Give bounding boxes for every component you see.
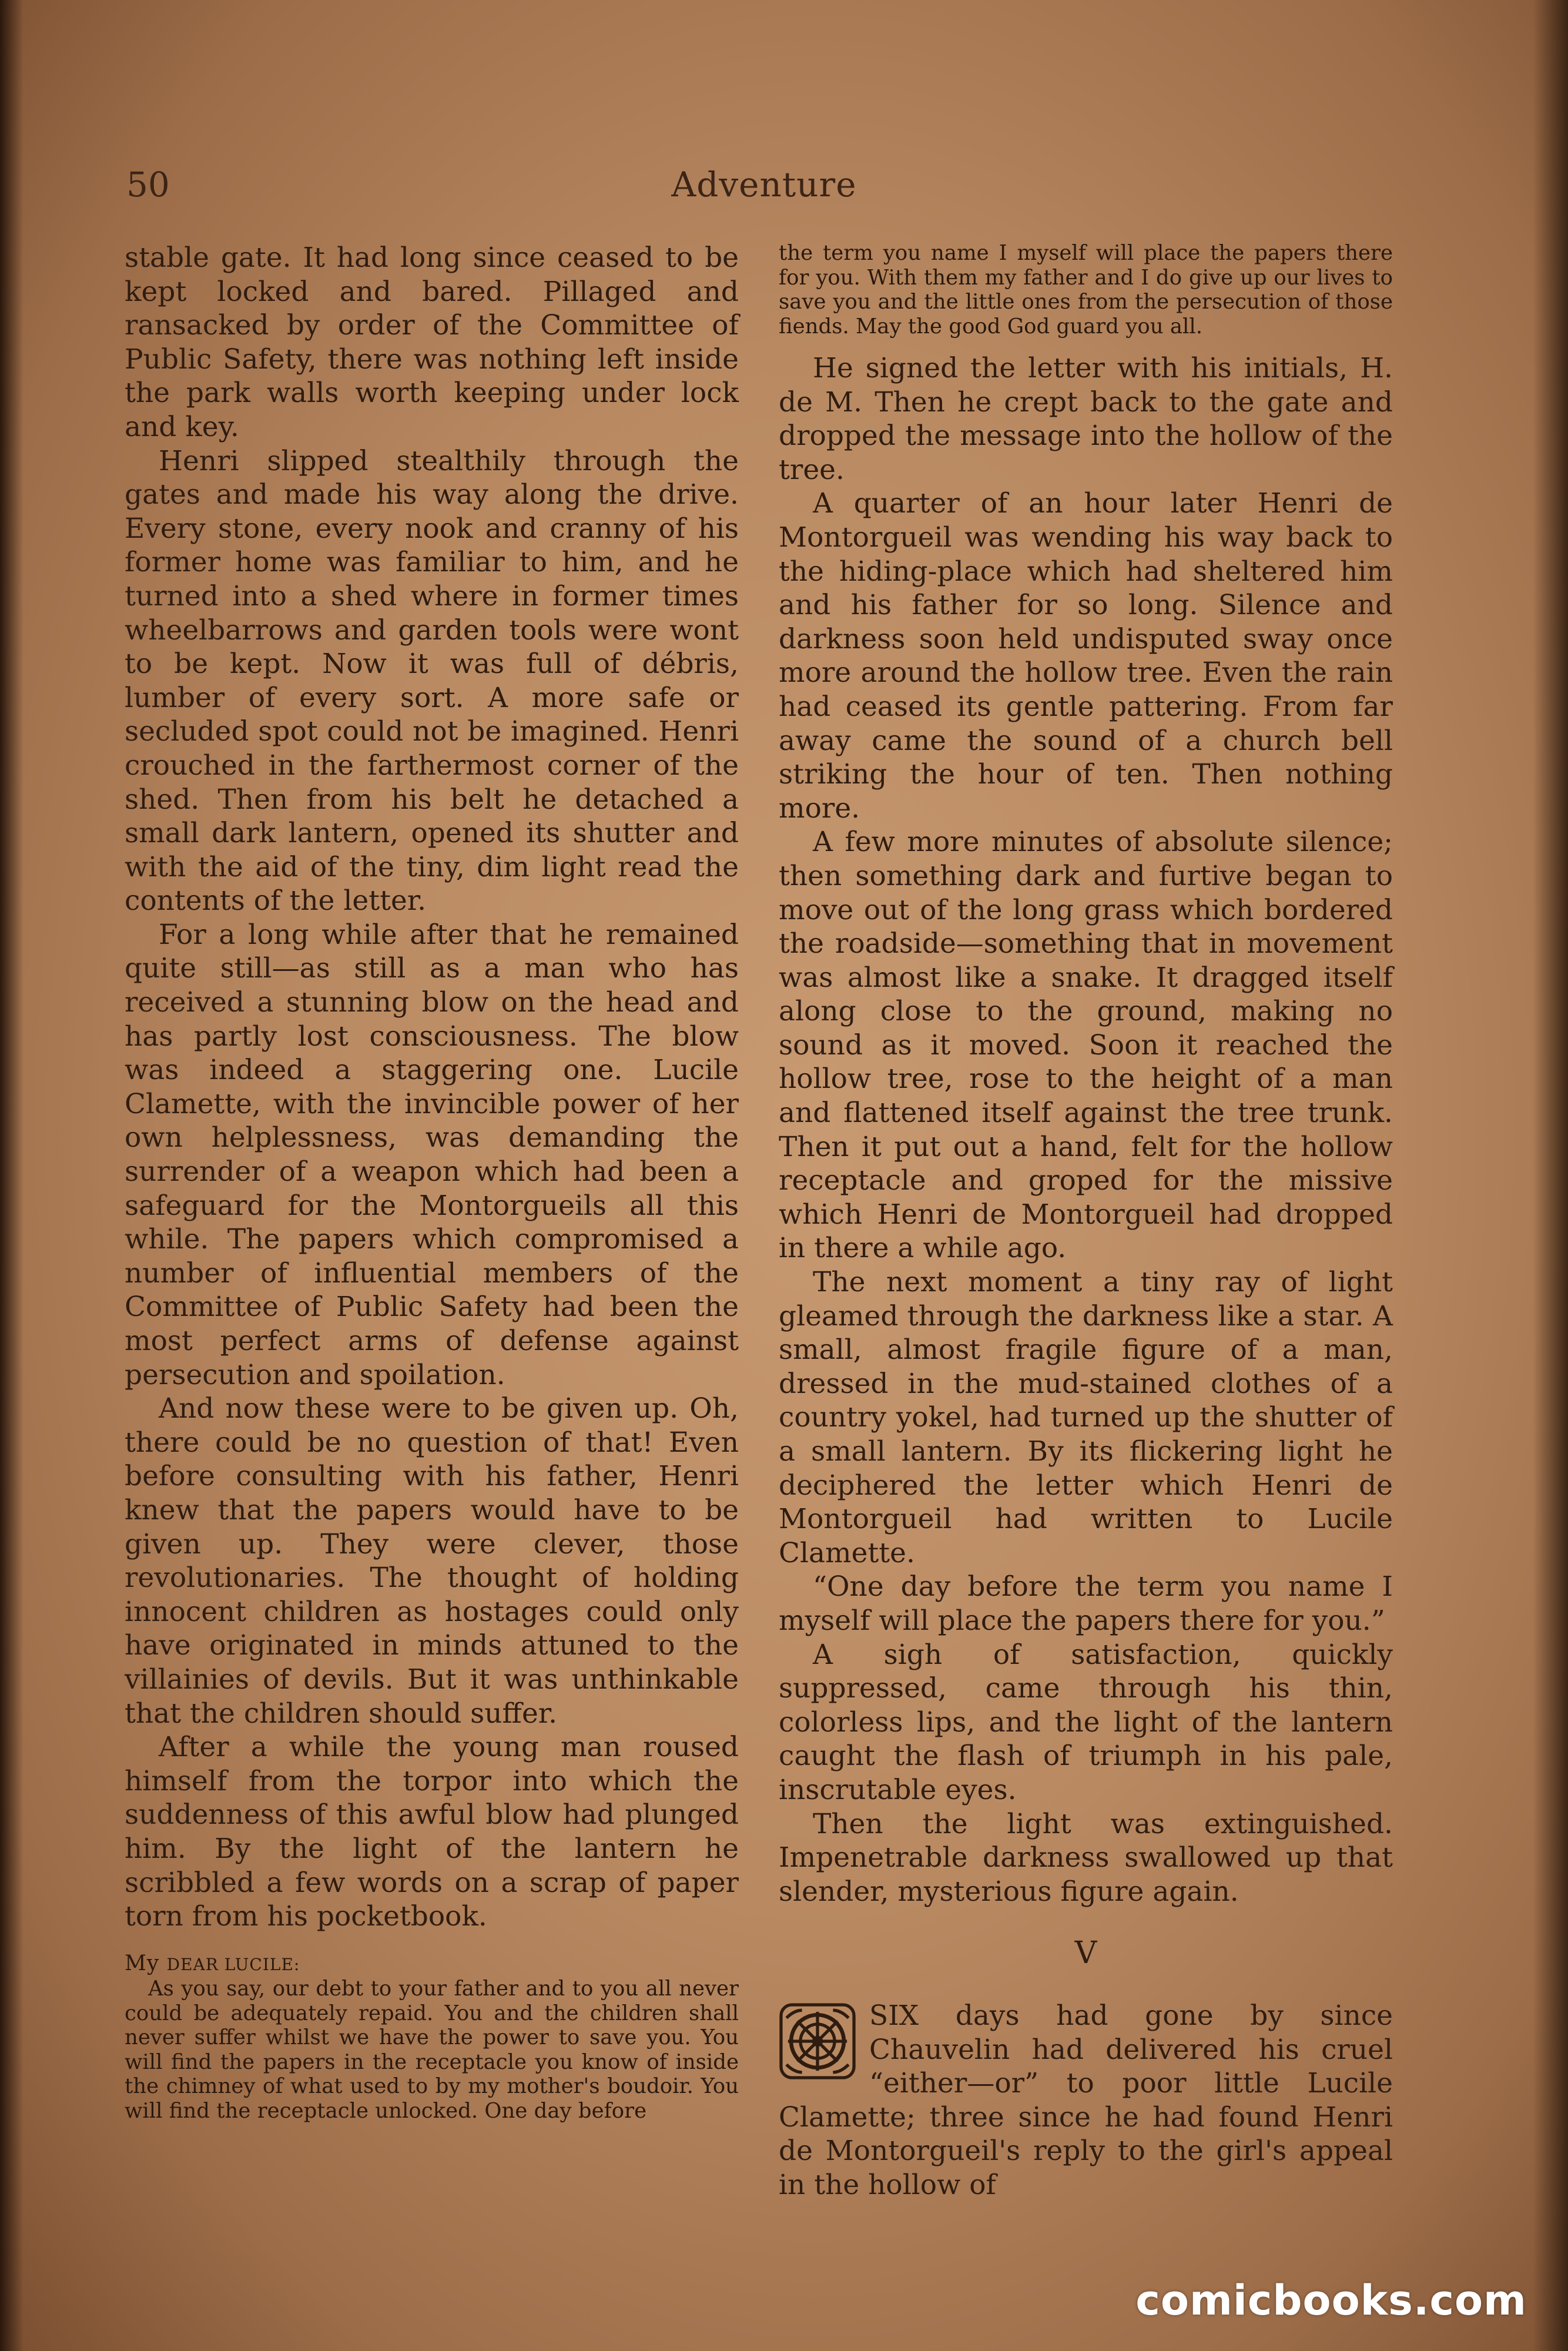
section-number: V: [1074, 1935, 1097, 1971]
left-column: [125, 241, 739, 2123]
paragraph: Henri slipped stealthily through the gates and made his way along the drive. Every stone, every nook and cranny of his former home was familiar to him, and he turned into a shed where in former times wheelbarrows and garden tools were wont to be kept. Now it was full of débris, lumber of every sort. A more safe or secluded spot could not be imagined. Henri crouched in the farthermost corner of the shed. Then from his belt he detached a small dark lantern, opened its shutter and with the aid of the tiny, dim light read the contents of the letter.: [125, 444, 739, 917]
page-header: [126, 165, 1402, 217]
page-number: 50: [126, 165, 170, 205]
section-opening-text: SIX days had gone by since Chauvelin had delivered his cruel “either—or” to poor little Lucile Clamette; three since he had found Henri de Montorgueil's reply to the girl's appeal in the hollow of: [779, 1999, 1393, 2201]
paragraph: A few more minutes of absolute silence; then something dark and furtive began to move out of the long grass which bordered the roadside—something that in movement was almost like a snake. It dragged itself along close to the ground, making no sound as it moved. Soon it reached the hollow tree, rose to the height of a man and flattened itself against the tree trunk. Then it put out a hand, felt for the hollow receptacle and groped for the missive which Henri de Montorgueil had dropped in there a while ago.: [779, 826, 1393, 1265]
paragraph: For a long while after that he remained quite still—as still as a man who has received a stunning blow on the head and has partly lost consciousness. The blow was indeed a staggering one. Lucile Clamette, with the invincible power of her own helplessness, was demanding the surrender of a weapon which had been a safeguard for the Montorgueils all this while. The papers which compromised a number of influential members of the Committee of Public Safety had been the most perfect arms of defense against persecution and spoilation.: [125, 918, 739, 1391]
salutation-rest: DEAR LUCILE:: [166, 1954, 300, 1974]
paragraph: The next moment a tiny ray of light gleamed through the darkness like a star. A small, almost fragile figure of a man, dressed in the mud-stained clothes of a country yokel, had turned up the shutter of a small lantern. By its flickering light he deciphered the letter which Henri de Montorgueil had written to Lucile Clamette.: [779, 1266, 1393, 1569]
right-column: [779, 241, 1393, 2202]
letter-excerpt: [125, 1951, 739, 2124]
salutation-first-word: My: [125, 1951, 160, 1975]
page-edge-shadow-right: [1533, 0, 1568, 2351]
watermark: comicbooks.com: [1135, 2276, 1527, 2325]
page-edge-shadow-left: [0, 0, 24, 2351]
section-opening-paragraph: [779, 1999, 1393, 2202]
paragraph: Then the light was extinguished. Impenetrable darkness swallowed up that slender, mysterious figure again.: [779, 1807, 1393, 1908]
letter-body: As you say, our debt to your father and to you all never could be adequately repaid. You and the children shall never suffer whilst we have the power to save you. You will find the papers in the receptacle you know of inside the chimney of what used to by my mother's boudoir. You will find the receptacle unlocked. One day before: [125, 1977, 739, 2123]
paragraph: After a while the young man roused himself from the torpor into which the suddenness of this awful blow had plunged him. By the light of the lantern he scribbled a few words on a scrap of paper torn from his pocketbook.: [125, 1731, 739, 1933]
paragraph: A sigh of satisfaction, quickly suppressed, came through his thin, colorless lips, and the light of the lantern caught the flash of triumph in his pale, inscrutable eyes.: [779, 1638, 1393, 1806]
paragraph: And now these were to be given up. Oh, there could be no question of that! Even before consulting with his father, Henri knew that the papers would have to be given up. They were clever, those revolutionaries. The thought of holding innocent children as hostages could only have originated in minds attuned to the villainies of devils. But it was unthinkable that the children should suffer.: [125, 1392, 739, 1730]
letter-body-continued: the term you name I myself will place the papers there for you. With them my father and I do give up our lives to save you and the little ones from the persecution of those fiends. May the good God guard you all.: [779, 241, 1393, 339]
running-head: Adventure: [671, 165, 857, 205]
paragraph: A quarter of an hour later Henri de Montorgueil was wending his way back to the hiding-place which had sheltered him and his father for so long. Silence and darkness soon held undisputed sway once more around the hollow tree. Even the rain had ceased its gentle pattering. From far away came the sound of a church bell striking the hour of ten. Then nothing more.: [779, 487, 1393, 825]
letter-salutation: [125, 1951, 739, 1977]
paragraph: “One day before the term you name I myself will place the papers there for you.”: [779, 1570, 1393, 1637]
letter-continued: [779, 241, 1393, 339]
paragraph: He signed the letter with his initials, H. de M. Then he crept back to the gate and dropped the message into the hollow of the tree.: [779, 352, 1393, 486]
ornamental-knot-icon: [779, 2002, 856, 2080]
paragraph: stable gate. It had long since ceased to be kept locked and bared. Pillaged and ransacked by order of the Committee of Public Safety, there was nothing left inside the park walls worth keeping under lock and key.: [125, 242, 739, 443]
